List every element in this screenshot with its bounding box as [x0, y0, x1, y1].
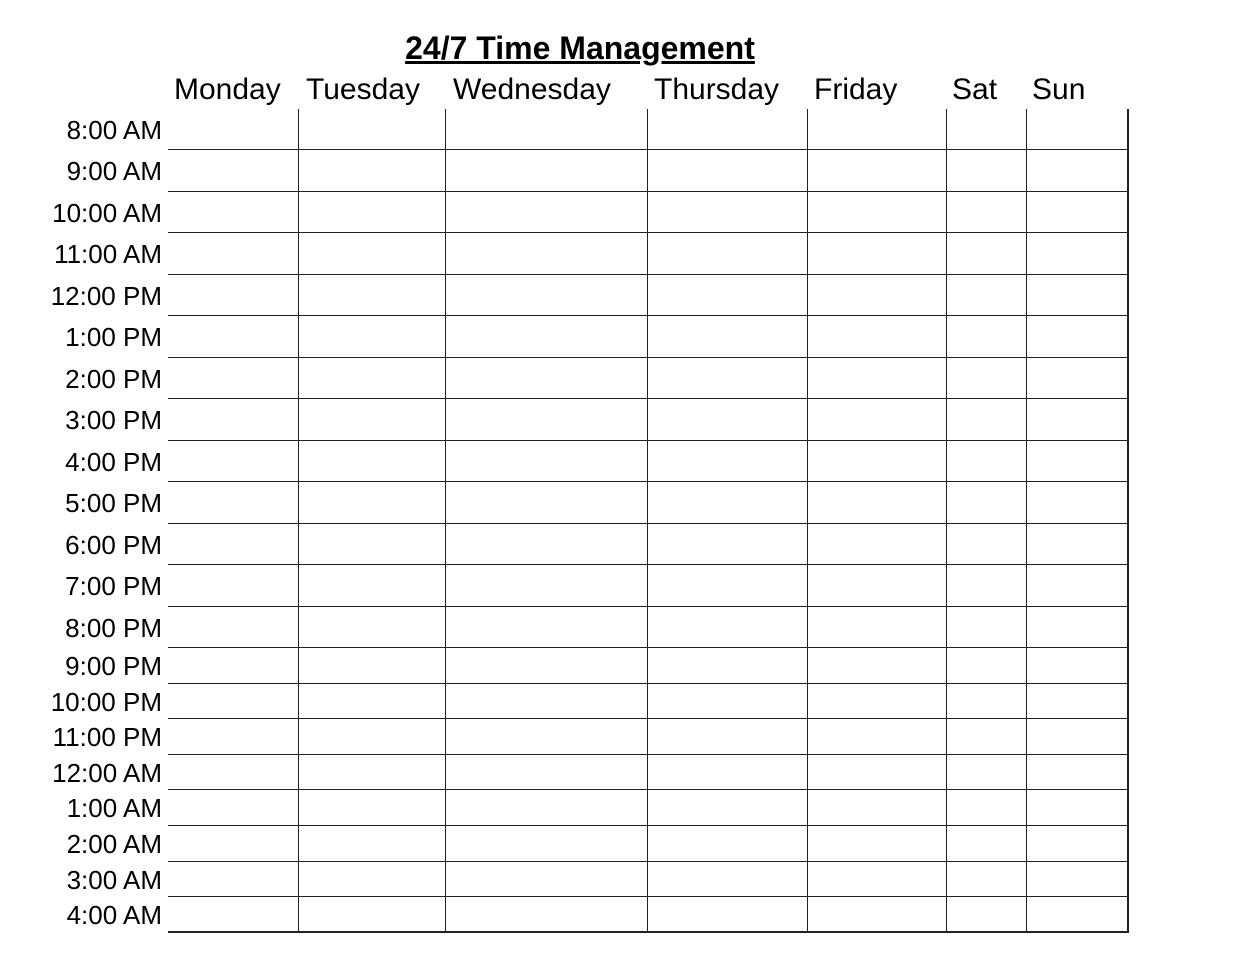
time-label: 7:00 PM	[65, 571, 162, 601]
schedule-cell-sat[interactable]	[947, 719, 1028, 756]
schedule-cell-wednesday[interactable]	[446, 399, 649, 442]
schedule-cell-wednesday[interactable]	[446, 150, 649, 193]
time-label: 12:00 PM	[50, 280, 162, 311]
schedule-cell-sat[interactable]	[947, 316, 1028, 359]
schedule-cell-monday[interactable]	[168, 862, 300, 898]
schedule-cell-friday[interactable]	[808, 684, 948, 720]
schedule-cell-tuesday[interactable]	[299, 192, 447, 234]
schedule-cell-thursday[interactable]	[648, 826, 809, 863]
schedule-cell-thursday[interactable]	[648, 192, 809, 234]
schedule-cell-sat[interactable]	[947, 524, 1028, 566]
time-label: 10:00 AM	[52, 197, 162, 228]
schedule-cell-sun[interactable]	[1027, 607, 1129, 649]
schedule-cell-sun[interactable]	[1027, 358, 1129, 400]
schedule-cell-thursday[interactable]	[648, 897, 809, 933]
schedule-cell-thursday[interactable]	[648, 684, 809, 720]
schedule-cell-monday[interactable]	[168, 316, 300, 359]
schedule-cell-monday[interactable]	[168, 192, 300, 234]
schedule-cell-wednesday[interactable]	[446, 316, 649, 359]
schedule-cell-monday[interactable]	[168, 755, 300, 791]
schedule-cell-sat[interactable]	[947, 755, 1028, 791]
schedule-cell-monday[interactable]	[168, 524, 300, 566]
schedule-cell-monday[interactable]	[168, 399, 300, 442]
schedule-cell-sun[interactable]	[1027, 684, 1129, 720]
schedule-title: 24/7 Time Management	[405, 30, 755, 66]
time-label: 9:00 PM	[65, 651, 162, 681]
schedule-cell-monday[interactable]	[168, 826, 300, 863]
time-label: 9:00 AM	[66, 156, 162, 186]
schedule-cell-thursday[interactable]	[648, 524, 809, 566]
day-header-thursday: Thursday	[654, 73, 780, 106]
schedule-cell-tuesday[interactable]	[299, 684, 447, 720]
schedule-cell-monday[interactable]	[168, 897, 300, 933]
schedule-cell-friday[interactable]	[808, 862, 948, 898]
schedule-cell-friday[interactable]	[808, 192, 948, 234]
schedule-cell-wednesday[interactable]	[446, 109, 649, 151]
schedule-cell-thursday[interactable]	[648, 648, 809, 685]
schedule-cell-wednesday[interactable]	[446, 441, 649, 483]
schedule-cell-sat[interactable]	[947, 150, 1028, 193]
schedule-cell-sun[interactable]	[1027, 897, 1129, 933]
schedule-cell-friday[interactable]	[808, 565, 948, 608]
schedule-cell-tuesday[interactable]	[299, 399, 447, 442]
time-label: 5:00 PM	[65, 488, 162, 518]
time-label: 2:00 AM	[66, 829, 162, 859]
schedule-cell-friday[interactable]	[808, 233, 948, 276]
schedule-cell-thursday[interactable]	[648, 150, 809, 193]
schedule-cell-sat[interactable]	[947, 826, 1028, 863]
schedule-cell-friday[interactable]	[808, 482, 948, 525]
schedule-cell-wednesday[interactable]	[446, 790, 649, 827]
schedule-cell-monday[interactable]	[168, 233, 300, 276]
time-label: 6:00 PM	[65, 529, 162, 560]
schedule-cell-sun[interactable]	[1027, 399, 1129, 442]
schedule-cell-wednesday[interactable]	[446, 897, 649, 933]
schedule-cell-tuesday[interactable]	[299, 150, 447, 193]
schedule-cell-monday[interactable]	[168, 790, 300, 827]
time-label: 4:00 AM	[66, 899, 162, 930]
time-label: 1:00 AM	[66, 793, 162, 823]
schedule-cell-friday[interactable]	[808, 719, 948, 756]
day-header-sun: Sun	[1032, 73, 1086, 106]
schedule-cell-sun[interactable]	[1027, 316, 1129, 359]
schedule-cell-friday[interactable]	[808, 755, 948, 791]
schedule-cell-sat[interactable]	[947, 358, 1028, 400]
schedule-cell-tuesday[interactable]	[299, 441, 447, 483]
day-header-sat: Sat	[952, 73, 998, 106]
schedule-cell-wednesday[interactable]	[446, 719, 649, 756]
day-header-monday: Monday	[174, 73, 281, 106]
schedule-cell-wednesday[interactable]	[446, 684, 649, 720]
schedule-cell-sun[interactable]	[1027, 648, 1129, 685]
schedule-cell-friday[interactable]	[808, 316, 948, 359]
schedule-cell-tuesday[interactable]	[299, 524, 447, 566]
time-label: 12:00 AM	[52, 757, 162, 788]
schedule-cell-monday[interactable]	[168, 482, 300, 525]
schedule-cell-wednesday[interactable]	[446, 607, 649, 649]
schedule-cell-friday[interactable]	[808, 648, 948, 685]
schedule-cell-friday[interactable]	[808, 275, 948, 317]
schedule-cell-thursday[interactable]	[648, 565, 809, 608]
schedule-cell-wednesday[interactable]	[446, 358, 649, 400]
schedule-cell-sat[interactable]	[947, 790, 1028, 827]
schedule-cell-friday[interactable]	[808, 358, 948, 400]
schedule-cell-monday[interactable]	[168, 565, 300, 608]
schedule-cell-sun[interactable]	[1027, 862, 1129, 898]
schedule-cell-wednesday[interactable]	[446, 565, 649, 608]
schedule-cell-thursday[interactable]	[648, 441, 809, 483]
schedule-cell-sun[interactable]	[1027, 441, 1129, 483]
schedule-cell-sat[interactable]	[947, 275, 1028, 317]
schedule-cell-wednesday[interactable]	[446, 648, 649, 685]
schedule-cell-thursday[interactable]	[648, 607, 809, 649]
schedule-cell-sun[interactable]	[1027, 109, 1129, 151]
time-label: 8:00 PM	[65, 612, 162, 643]
schedule-cell-monday[interactable]	[168, 684, 300, 720]
schedule-cell-thursday[interactable]	[648, 482, 809, 525]
schedule-cell-thursday[interactable]	[648, 399, 809, 442]
schedule-cell-wednesday[interactable]	[446, 482, 649, 525]
schedule-cell-monday[interactable]	[168, 719, 300, 756]
schedule-cell-friday[interactable]	[808, 790, 948, 827]
schedule-cell-sun[interactable]	[1027, 275, 1129, 317]
schedule-cell-tuesday[interactable]	[299, 790, 447, 827]
schedule-cell-sat[interactable]	[947, 862, 1028, 898]
schedule-cell-tuesday[interactable]	[299, 482, 447, 525]
schedule-cell-tuesday[interactable]	[299, 862, 447, 898]
schedule-cell-tuesday[interactable]	[299, 109, 447, 151]
schedule-cell-sun[interactable]	[1027, 826, 1129, 863]
schedule-cell-friday[interactable]	[808, 150, 948, 193]
schedule-cell-tuesday[interactable]	[299, 358, 447, 400]
schedule-cell-tuesday[interactable]	[299, 233, 447, 276]
time-label: 3:00 PM	[65, 405, 162, 435]
schedule-cell-thursday[interactable]	[648, 719, 809, 756]
time-label: 2:00 PM	[65, 363, 162, 394]
schedule-cell-tuesday[interactable]	[299, 275, 447, 317]
schedule-cell-tuesday[interactable]	[299, 755, 447, 791]
schedule-cell-sun[interactable]	[1027, 755, 1129, 791]
schedule-cell-sat[interactable]	[947, 109, 1028, 151]
schedule-cell-tuesday[interactable]	[299, 607, 447, 649]
time-label: 10:00 PM	[50, 686, 162, 717]
schedule-cell-monday[interactable]	[168, 607, 300, 649]
time-label: 11:00 AM	[54, 239, 162, 269]
schedule-cell-friday[interactable]	[808, 109, 948, 151]
schedule-cell-thursday[interactable]	[648, 755, 809, 791]
schedule-cell-tuesday[interactable]	[299, 897, 447, 933]
schedule-cell-monday[interactable]	[168, 150, 300, 193]
schedule-cell-friday[interactable]	[808, 607, 948, 649]
schedule-cell-wednesday[interactable]	[446, 192, 649, 234]
time-label: 8:00 AM	[66, 114, 162, 145]
day-header-tuesday: Tuesday	[306, 73, 420, 106]
schedule-cell-thursday[interactable]	[648, 316, 809, 359]
time-label: 4:00 PM	[65, 446, 162, 477]
schedule-cell-sat[interactable]	[947, 482, 1028, 525]
day-header-wednesday: Wednesday	[453, 73, 611, 106]
schedule-cell-friday[interactable]	[808, 897, 948, 933]
schedule-cell-sun[interactable]	[1027, 233, 1129, 276]
schedule-cell-wednesday[interactable]	[446, 862, 649, 898]
schedule-cell-friday[interactable]	[808, 399, 948, 442]
schedule-cell-sat[interactable]	[947, 399, 1028, 442]
schedule-cell-monday[interactable]	[168, 109, 300, 151]
schedule-cell-wednesday[interactable]	[446, 826, 649, 863]
schedule-cell-sat[interactable]	[947, 441, 1028, 483]
schedule-cell-wednesday[interactable]	[446, 755, 649, 791]
schedule-cell-sun[interactable]	[1027, 150, 1129, 193]
schedule-cell-sun[interactable]	[1027, 790, 1129, 827]
schedule-cell-monday[interactable]	[168, 441, 300, 483]
schedule-cell-friday[interactable]	[808, 441, 948, 483]
schedule-cell-tuesday[interactable]	[299, 565, 447, 608]
schedule-cell-thursday[interactable]	[648, 109, 809, 151]
schedule-cell-wednesday[interactable]	[446, 275, 649, 317]
day-header-friday: Friday	[814, 73, 898, 106]
schedule-cell-sun[interactable]	[1027, 192, 1129, 234]
schedule-cell-sat[interactable]	[947, 233, 1028, 276]
schedule-cell-tuesday[interactable]	[299, 826, 447, 863]
schedule-cell-monday[interactable]	[168, 358, 300, 400]
schedule-cell-tuesday[interactable]	[299, 316, 447, 359]
schedule-cell-sat[interactable]	[947, 897, 1028, 933]
schedule-cell-tuesday[interactable]	[299, 648, 447, 685]
schedule-cell-sat[interactable]	[947, 648, 1028, 685]
schedule-cell-sun[interactable]	[1027, 719, 1129, 756]
schedule-cell-sat[interactable]	[947, 565, 1028, 608]
schedule-cell-monday[interactable]	[168, 275, 300, 317]
schedule-cell-thursday[interactable]	[648, 358, 809, 400]
schedule-cell-sat[interactable]	[947, 607, 1028, 649]
schedule-cell-wednesday[interactable]	[446, 524, 649, 566]
schedule-cell-sun[interactable]	[1027, 482, 1129, 525]
schedule-cell-wednesday[interactable]	[446, 233, 649, 276]
schedule-cell-thursday[interactable]	[648, 233, 809, 276]
schedule-cell-sun[interactable]	[1027, 524, 1129, 566]
schedule-cell-monday[interactable]	[168, 648, 300, 685]
schedule-cell-thursday[interactable]	[648, 790, 809, 827]
schedule-cell-thursday[interactable]	[648, 862, 809, 898]
schedule-cell-sun[interactable]	[1027, 565, 1129, 608]
schedule-cell-friday[interactable]	[808, 826, 948, 863]
schedule-cell-friday[interactable]	[808, 524, 948, 566]
time-label: 11:00 PM	[52, 722, 162, 752]
schedule-cell-sat[interactable]	[947, 684, 1028, 720]
time-label: 3:00 AM	[66, 864, 162, 895]
schedule-cell-tuesday[interactable]	[299, 719, 447, 756]
time-label: 1:00 PM	[65, 322, 162, 352]
schedule-cell-sat[interactable]	[947, 192, 1028, 234]
schedule-cell-thursday[interactable]	[648, 275, 809, 317]
